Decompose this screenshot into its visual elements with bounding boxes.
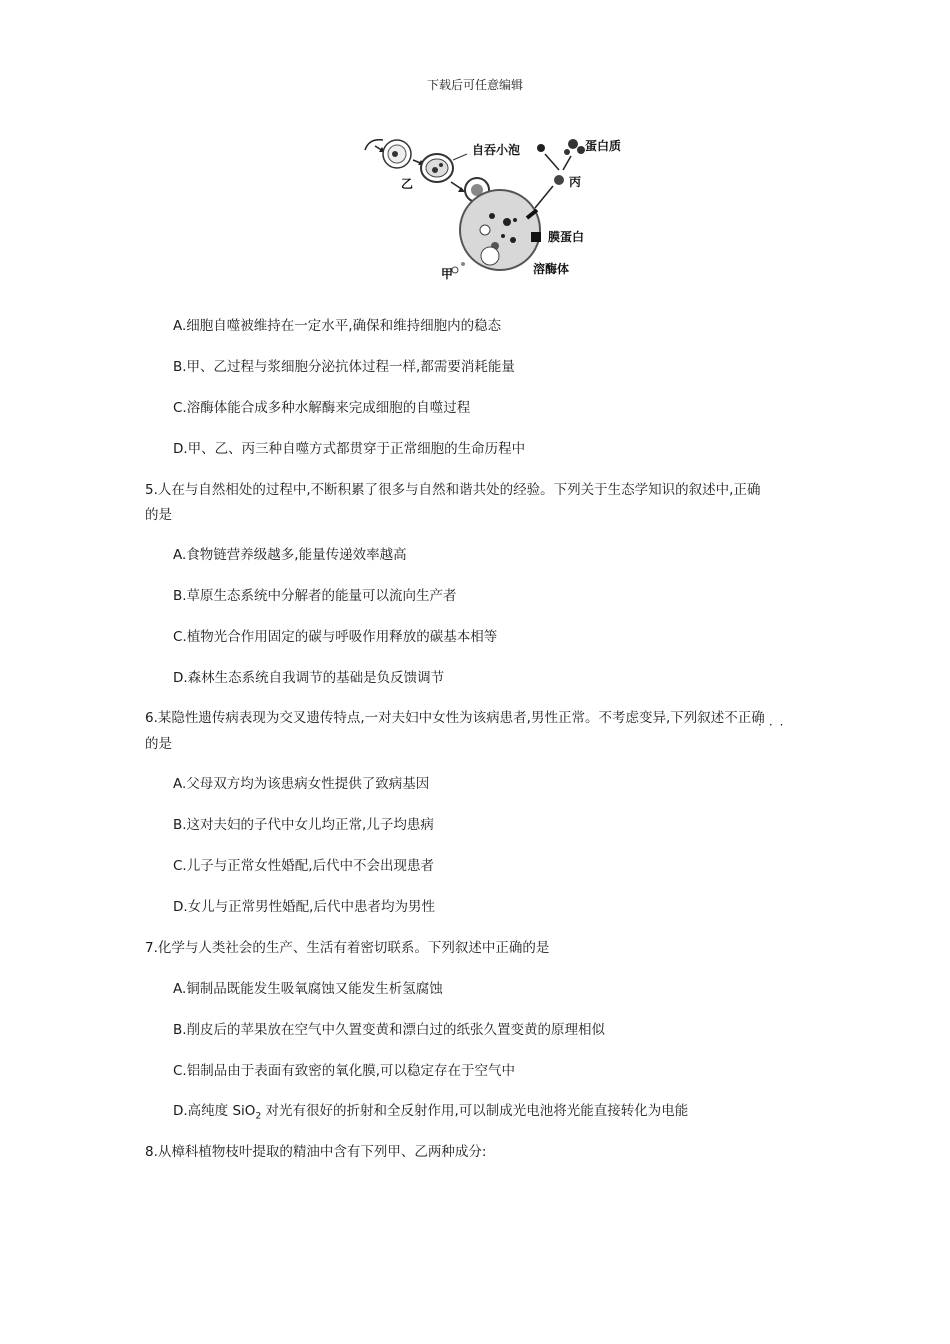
q5-option-b: B.草原生态系统中分解者的能量可以流向生产者 [173, 588, 457, 604]
q8-stem: 8.从樟科植物枝叶提取的精油中含有下列甲、乙两种成分: [145, 1144, 487, 1160]
q7-option-b: B.削皮后的苹果放在空气中久置变黄和漂白过的纸张久置变黄的原理相似 [173, 1022, 606, 1038]
q4-option-d: D.甲、乙、丙三种自噬方式都贯穿于正常细胞的生命历程中 [173, 441, 526, 457]
q7-option-d-post: 对光有很好的折射和全反射作用,可以制成光电池将光能直接转化为电能 [261, 1103, 689, 1119]
q6-option-a: A.父母双方均为该患病女性提供了致病基因 [173, 776, 430, 792]
label-autophagosome: 自吞小泡 [472, 143, 521, 157]
q4-option-a: A.细胞自噬被维持在一定水平,确保和维持细胞内的稳态 [173, 318, 502, 334]
q6-stem: 6.某隐性遗传病表现为交叉遗传特点,一对夫妇中女性为该病患者,男性正常。不考虑变异,下列叙述不正确 [145, 710, 765, 726]
q5-stem: 5.人在与自然相处的过程中,不断积累了很多与自然和谐共处的经验。下列关于生态学知识的叙述中,正确 [145, 482, 761, 498]
q6-option-c: C.儿子与正常女性婚配,后代中不会出现患者 [173, 858, 435, 874]
q7-option-d [173, 1102, 688, 1126]
q5-option-a: A.食物链营养级越多,能量传递效率越高 [173, 547, 407, 563]
q7-option-d-pre: D.高纯度 SiO [173, 1103, 256, 1119]
q5-stem-cont: 的是 [145, 507, 172, 523]
q5-option-d: D.森林生态系统自我调节的基础是负反馈调节 [173, 670, 445, 686]
q6-stem-cont: 的是 [145, 736, 172, 752]
label-bing: 丙 [569, 175, 582, 189]
q7-option-c: C.铝制品由于表面有致密的氧化膜,可以稳定存在于空气中 [173, 1063, 516, 1079]
autophagy-diagram [355, 128, 635, 288]
q4-option-c: C.溶酶体能合成多种水解酶来完成细胞的自噬过程 [173, 400, 471, 416]
q4-option-b: B.甲、乙过程与浆细胞分泌抗体过程一样,都需要消耗能量 [173, 359, 515, 375]
label-protein: 蛋白质 [585, 139, 622, 153]
q5-option-c: C.植物光合作用固定的碳与呼吸作用释放的碳基本相等 [173, 629, 498, 645]
q6-option-b: B.这对夫妇的子代中女儿均正常,儿子均患病 [173, 817, 434, 833]
label-lysosome: 溶酶体 [533, 262, 570, 276]
label-jia: 甲 [441, 267, 454, 281]
q7-stem: 7.化学与人类社会的生产、生活有着密切联系。下列叙述中正确的是 [145, 940, 550, 956]
q7-option-d-sub: 2 [255, 1111, 262, 1122]
q6-option-d: D.女儿与正常男性婚配,后代中患者均为男性 [173, 899, 435, 915]
emphasis-dots: ··· [758, 718, 791, 732]
q7-option-a: A.铜制品既能发生吸氧腐蚀又能发生析氢腐蚀 [173, 981, 443, 997]
page-header: 下载后可任意编辑 [426, 78, 523, 92]
label-yi: 乙 [401, 177, 414, 191]
label-membrane-protein: 膜蛋白 [548, 230, 585, 244]
